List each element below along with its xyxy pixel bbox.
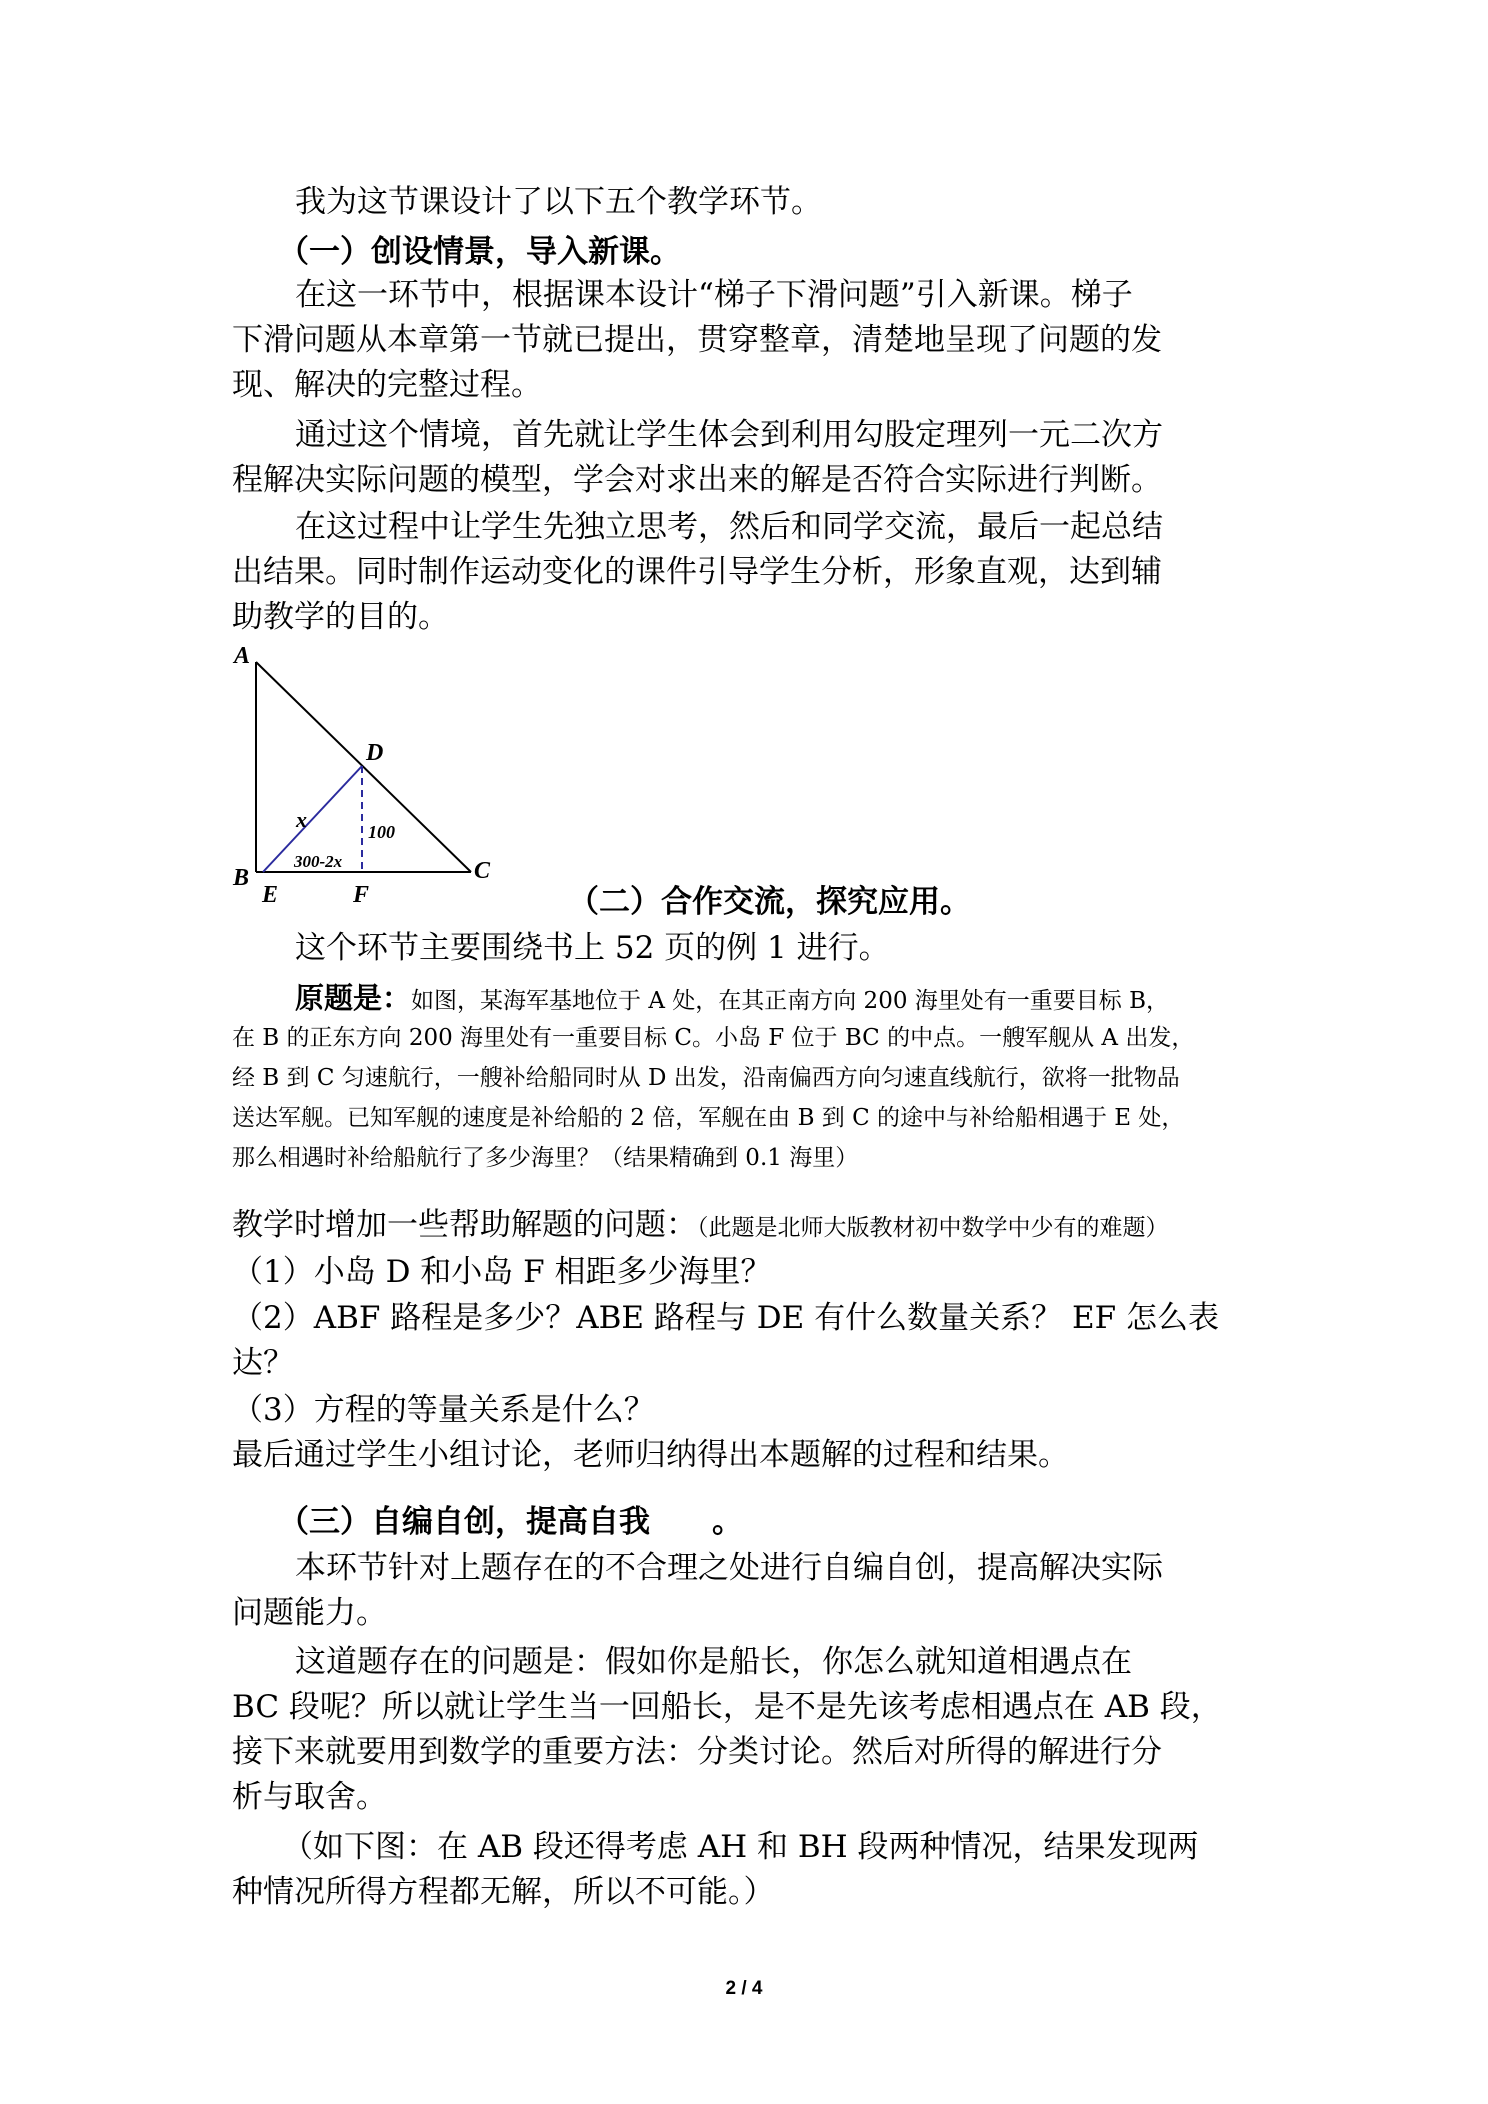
edge-ac (256, 662, 471, 872)
label-d: D (366, 740, 384, 766)
label-e: E (262, 882, 279, 908)
original-problem-line5: 那么相遇时补给船航行了多少海里？（结果精确到 0.1 海里） (232, 1145, 859, 1171)
label-a: A (234, 643, 251, 669)
section3-p1-line2: 问题能力。 (232, 1595, 387, 1631)
label-df-length: 100 (368, 822, 395, 842)
section1-p1-line2: 下滑问题从本章第一节就已提出，贯穿整章，清楚地呈现了问题的发 (232, 322, 1162, 358)
original-problem-line4: 送达军舰。已知军舰的速度是补给船的 2 倍，军舰在由 B 到 C 的途中与补给船相遇于 E 处， (232, 1105, 1185, 1131)
question-2-line2: 达？ (232, 1345, 294, 1381)
label-x: x (296, 807, 307, 832)
label-b: B (233, 865, 250, 891)
page-number: 2 / 4 (725, 1978, 763, 1999)
label-f: F (353, 882, 370, 908)
section1-p1-line1: 在这一环节中，根据课本设计“梯子下滑问题”引入新课。梯子 (295, 277, 1133, 313)
section3-p3-line1: （如下图：在 AB 段还得考虑 AH 和 BH 段两种情况，结果发现两 (282, 1829, 1199, 1865)
section3-heading: （三）自编自创，提高自我 。 (278, 1504, 743, 1540)
teaching-note: （此题是北师大版教材初中数学中少有的难题） (697, 1215, 1169, 1241)
section1-p3-line1: 在这过程中让学生先独立思考，然后和同学交流，最后一起总结 (295, 509, 1163, 545)
section1-p3-line3: 助教学的目的。 (232, 599, 449, 635)
original-problem-label: 原题是： (295, 981, 412, 1015)
section1-p1-line3: 现、解决的完整过程。 (232, 367, 542, 403)
question-3: （3）方程的等量关系是什么？ (232, 1392, 655, 1428)
original-problem-line2: 在 B 的正东方向 200 海里处有一重要目标 C。小岛 F 位于 BC 的中点。一艘军舰从 A 出发， (232, 1025, 1195, 1051)
question-1: （1）小岛 D 和小岛 F 相距多少海里？ (232, 1254, 772, 1290)
original-problem-line1: 原题是：如图，某海军基地位于 A 处，在其正南方向 200 海里处有一重要目标 B， (295, 981, 1169, 1015)
section3-p2-line4: 析与取舍。 (232, 1779, 387, 1815)
section2-p1: 这个环节主要围绕书上 52 页的例 1 进行。 (295, 930, 890, 966)
section1-p2-line2: 程解决实际问题的模型，学会对求出来的解是否符合实际进行判断。 (232, 462, 1162, 498)
intro-text: 我为这节课设计了以下五个教学环节。 (295, 184, 822, 220)
section3-p2-line1: 这道题存在的问题是：假如你是船长，你怎么就知道相遇点在 (295, 1644, 1132, 1680)
section3-p3-line2: 种情况所得方程都无解，所以不可能。） (232, 1874, 775, 1910)
section2-heading: （二）合作交流，探究应用。 (568, 884, 971, 920)
label-c: C (474, 858, 491, 884)
label-ef-length: 300-2x (294, 852, 343, 871)
section1-p3-line2: 出结果。同时制作运动变化的课件引导学生分析，形象直观，达到辅 (232, 554, 1162, 590)
section3-p2-line2: BC 段呢？所以就让学生当一回船长，是不是先该考虑相遇点在 AB 段， (232, 1689, 1222, 1725)
section2-summary: 最后通过学生小组讨论，老师归纳得出本题解的过程和结果。 (232, 1437, 1069, 1473)
teaching-questions-intro: 教学时增加一些帮助解题的问题：（此题是北师大版教材初中数学中少有的难题） (232, 1207, 1169, 1243)
triangle-diagram (226, 640, 516, 910)
original-problem-line3: 经 B 到 C 匀速航行，一艘补给船同时从 D 出发，沿南偏西方向匀速直线航行，欲将一批物品 (232, 1065, 1180, 1091)
section3-p2-line3: 接下来就要用到数学的重要方法：分类讨论。然后对所得的解进行分 (232, 1734, 1162, 1770)
question-2-line1: （2）ABF 路程是多少？ABE 路程与 DE 有什么数量关系？ EF 怎么表 (232, 1300, 1219, 1336)
section1-p2-line1: 通过这个情境，首先就让学生体会到利用勾股定理列一元二次方 (295, 417, 1163, 453)
section1-heading: （一）创设情景，导入新课。 (278, 234, 681, 270)
section3-p1-line1: 本环节针对上题存在的不合理之处进行自编自创，提高解决实际 (295, 1550, 1163, 1586)
